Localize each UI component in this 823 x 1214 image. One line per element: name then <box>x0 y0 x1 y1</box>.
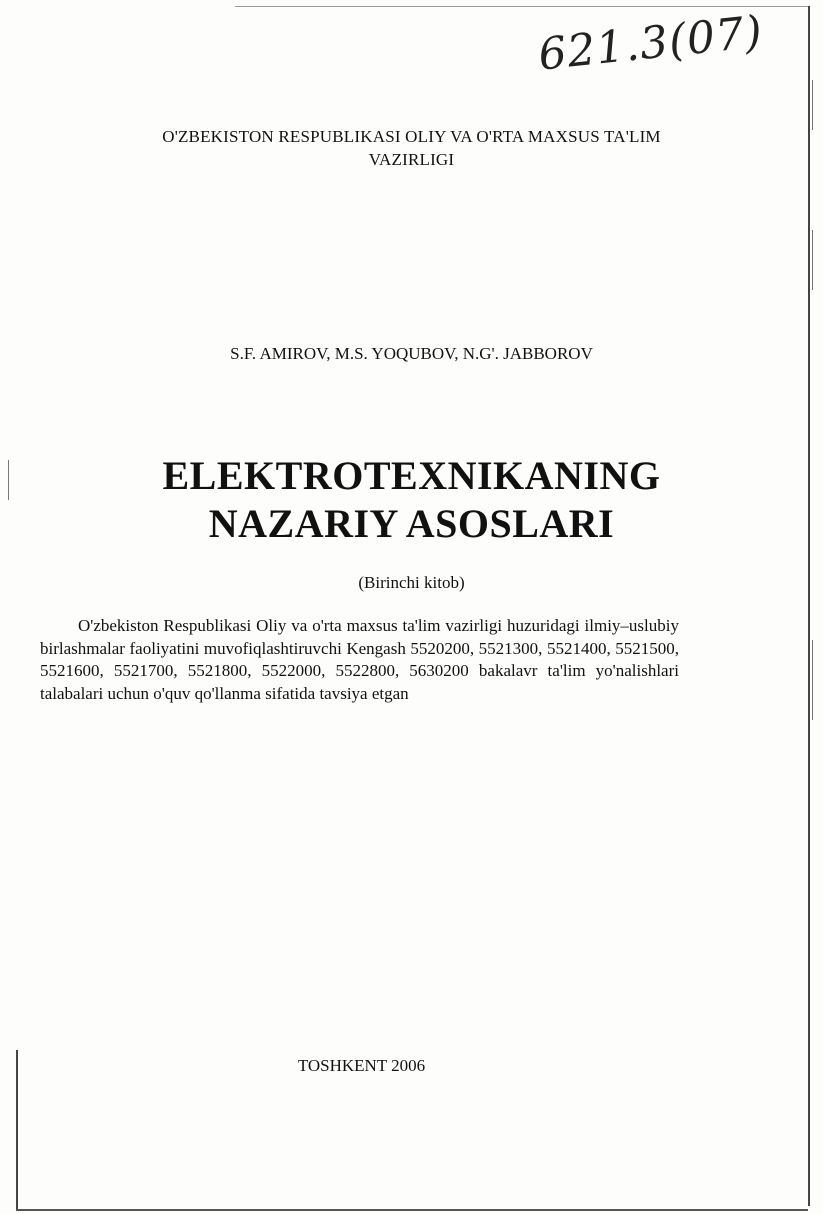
book-subtitle: (Birinchi kitob) <box>358 573 465 592</box>
book-title-line-2: NAZARIY ASOSLARI <box>208 501 615 546</box>
ministry-line-1: O'ZBEKISTON RESPUBLIKASI OLIY VA O'RTA MAXSUS TA'LIM <box>162 127 661 146</box>
approval-statement: O'zbekiston Respublikasi Oliy va o'rta maxsus ta'lim vazirligi huzuridagi ilmiy–uslubiy birlashmalar faoliyatini muvofiqlashtiruvchi Kengash 5520200, 5521300, 5521400, 5521500, 5521600, 5521700, 5521800, 5522000, 5522800, 5630200 bakalavr ta'lim yo'nalishlari talabalari uchun o'quv qo'llanma sifatida tavsiya etgan <box>40 616 679 703</box>
scan-mark <box>812 230 813 290</box>
scan-edge-left <box>16 1050 18 1210</box>
ministry-line-2: VAZIRLIGI <box>368 150 455 169</box>
scan-edge-top <box>235 6 808 7</box>
scan-edge-bottom <box>16 1209 808 1211</box>
handwritten-call-number: 621.3(07) <box>535 6 766 81</box>
ministry-heading <box>40 125 783 171</box>
scan-mark <box>8 460 9 500</box>
book-title <box>20 452 803 548</box>
scan-mark <box>812 80 813 130</box>
scan-mark <box>812 640 813 720</box>
book-title-line-1: ELEKTROTEXNIKANING <box>162 453 661 498</box>
scan-edge-right <box>808 6 810 1206</box>
imprint: TOSHKENT 2006 <box>297 1056 426 1075</box>
authors: S.F. AMIROV, M.S. YOQUBOV, N.G'. JABBOROV <box>230 344 593 363</box>
